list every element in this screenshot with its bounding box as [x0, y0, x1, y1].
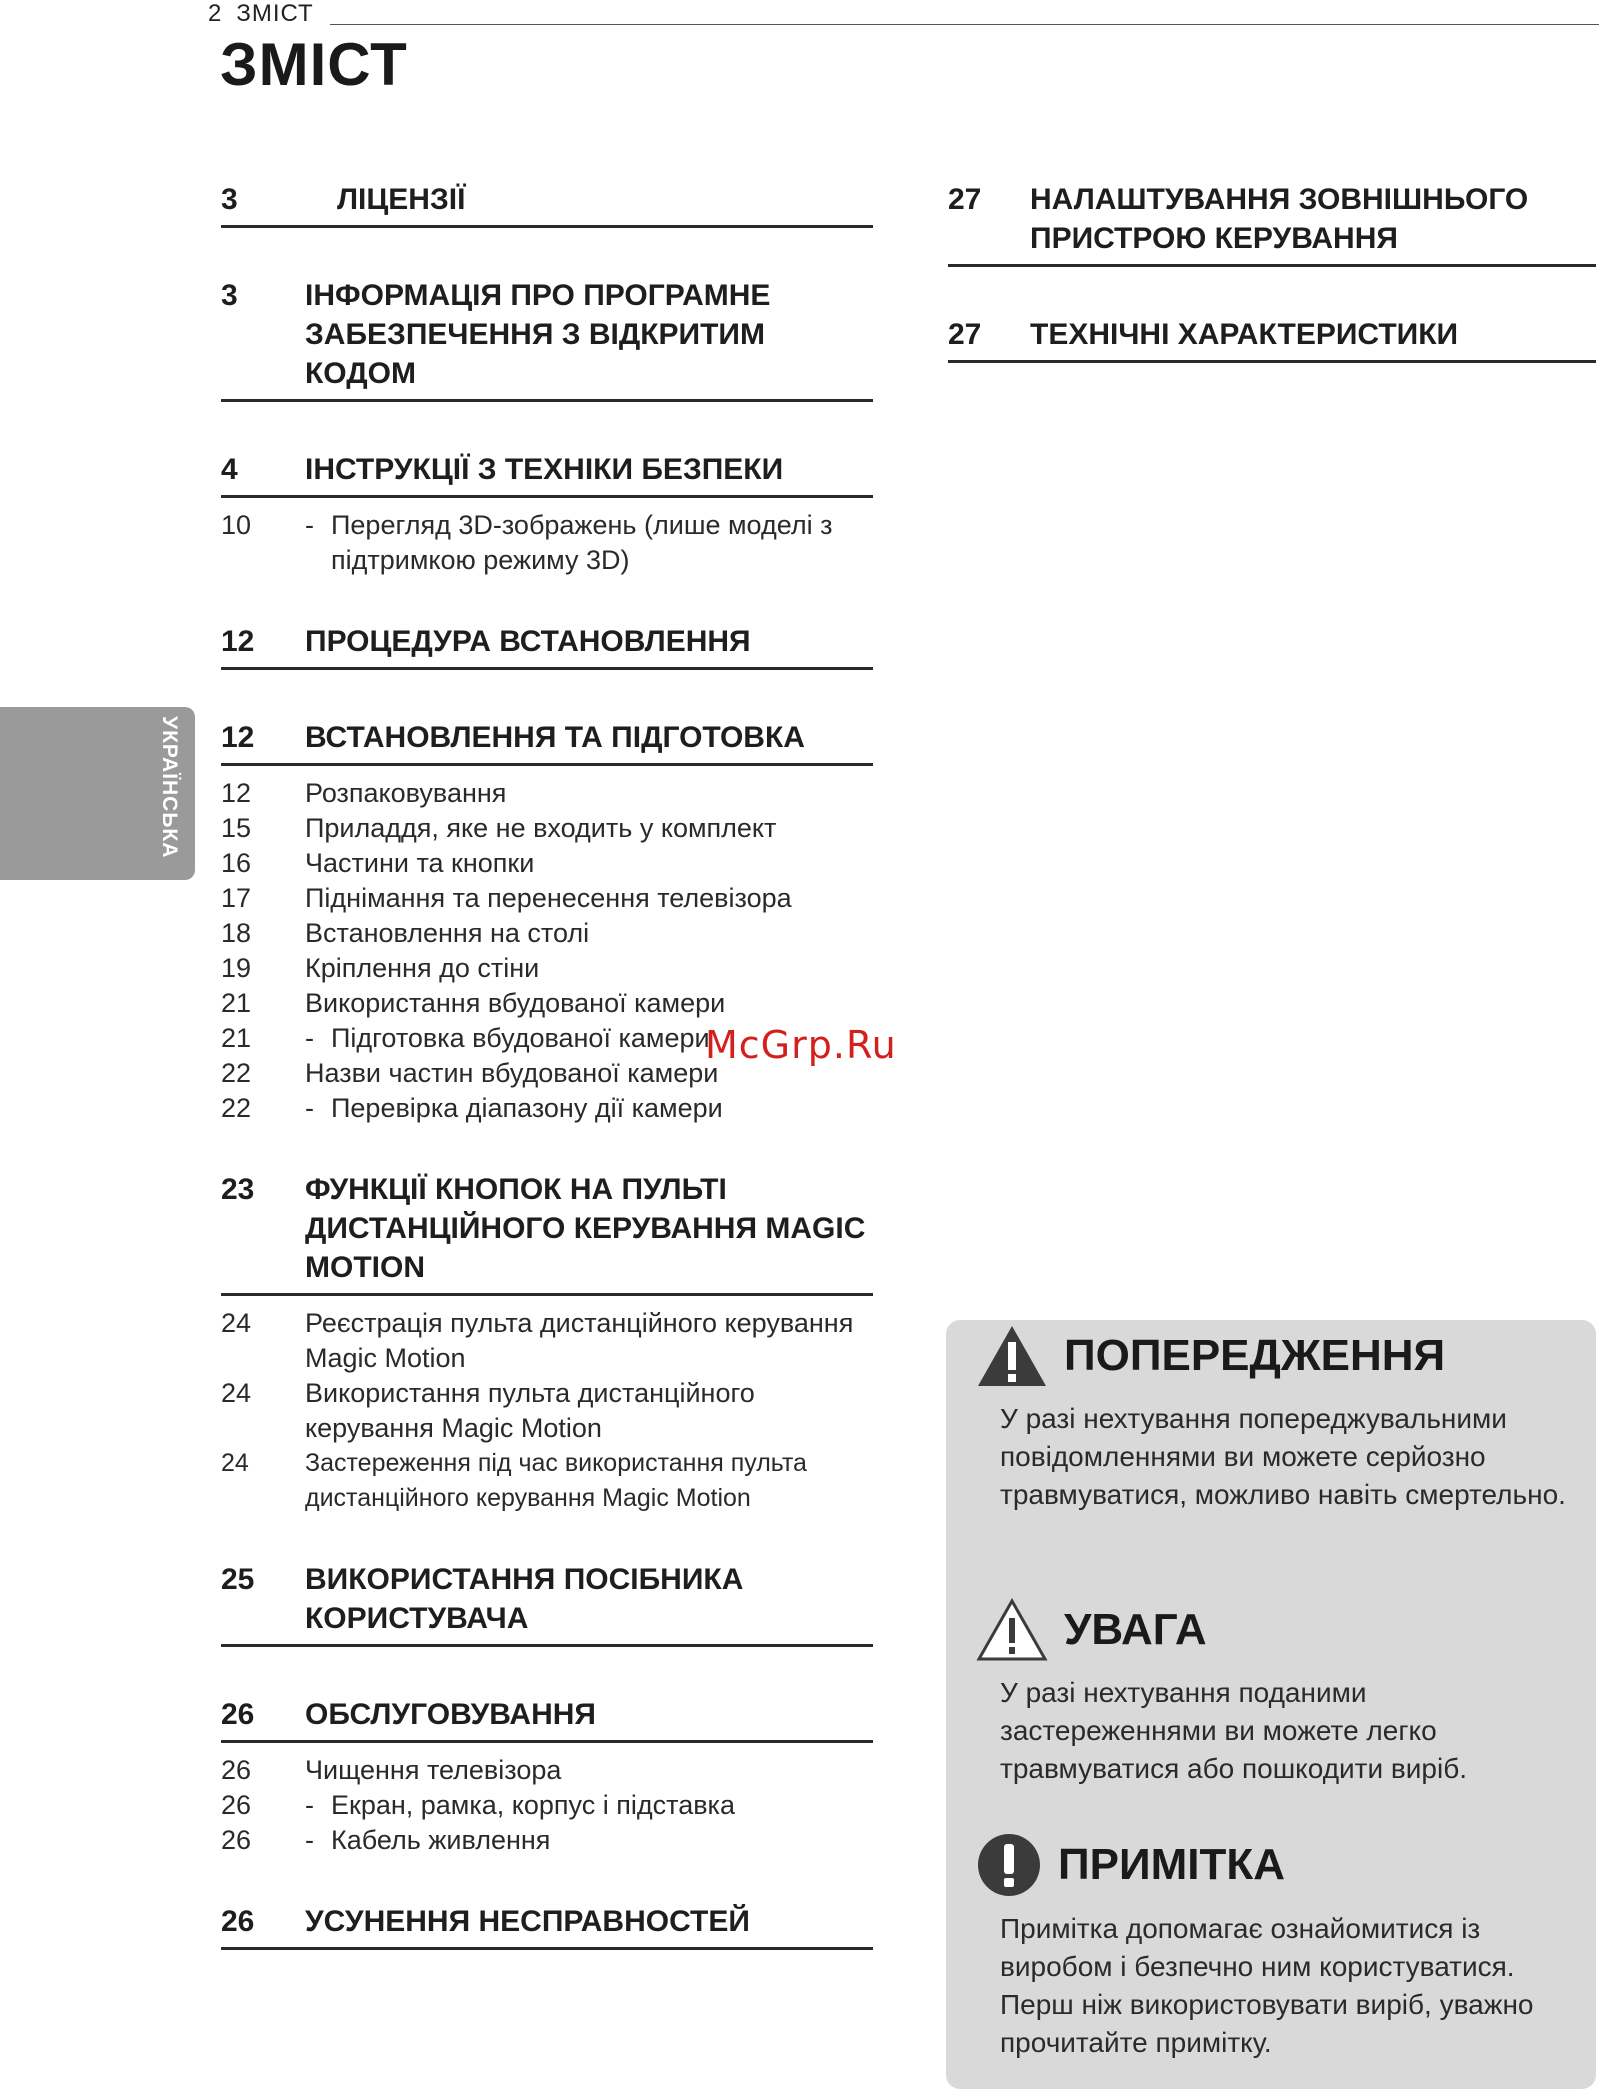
toc-item-text: Застереження під час використання пульта дистанційного керування Magic Motion [305, 1449, 807, 1512]
toc-section-title: ВСТАНОВЛЕННЯ ТА ПІДГОТОВКА [305, 721, 805, 754]
watermark: McGrp.Ru [705, 1023, 897, 1067]
toc-item-page: 22 [221, 1093, 252, 1123]
header-rule [330, 24, 1599, 25]
caution-block [976, 1598, 1576, 1788]
running-header [208, 0, 314, 28]
toc-section-page: 12 [221, 721, 255, 754]
toc-item-text: Кабель живлення [331, 1825, 551, 1855]
toc-section-title: ТЕХНІЧНІ ХАРАКТЕРИСТИКИ [1030, 318, 1459, 351]
toc-section [221, 718, 873, 766]
toc-section-title: ЛІЦЕНЗІЇ [337, 183, 466, 216]
toc-item-page: 21 [221, 1023, 252, 1053]
toc-item-text: Чищення телевізора [305, 1755, 562, 1785]
toc-section [221, 180, 873, 228]
toc-item-page: 17 [221, 883, 252, 913]
warning-text: У разі нехтування попереджувальними повідомленнями ви можете серйозно травмуватися, можливо навіть смертельно. [1000, 1403, 1566, 1510]
toc-item-text: Частини та кнопки [305, 848, 535, 878]
toc-section-title: УСУНЕННЯ НЕСПРАВНОСТЕЙ [305, 1905, 750, 1938]
toc-item-text: Перевірка діапазону дії камери [331, 1093, 723, 1123]
toc-item-text: Перегляд 3D-зображень (лише моделі з підтримкою режиму 3D) [331, 510, 833, 575]
page-title: ЗМІСТ [220, 31, 408, 98]
note-title: ПРИМІТКА [1058, 1840, 1285, 1889]
toc-item-page: 21 [221, 988, 252, 1018]
language-tab-label: УКРАЇНСЬКА [158, 716, 181, 859]
toc-section [948, 315, 1596, 363]
toc-section [221, 1695, 873, 1743]
toc-item-page: 26 [221, 1755, 252, 1785]
toc-section-title: НАЛАШТУВАННЯ ЗОВНІШНЬОГО ПРИСТРОЮ КЕРУВАННЯ [1030, 183, 1529, 255]
toc-item [221, 776, 873, 811]
toc-item-page: 12 [221, 778, 252, 808]
warning-title: ПОПЕРЕДЖЕННЯ [1064, 1331, 1446, 1380]
toc-item-page: 26 [221, 1825, 252, 1855]
toc-section [948, 180, 1596, 267]
toc-item [221, 1823, 873, 1858]
toc-section-page: 27 [948, 318, 982, 351]
toc-section [221, 276, 873, 402]
toc-item [221, 846, 873, 881]
toc-item-page: 24 [221, 1308, 252, 1338]
toc-section [221, 622, 873, 670]
toc-item-page: 22 [221, 1058, 252, 1088]
warning-block [976, 1324, 1576, 1514]
toc-item-text: Використання вбудованої камери [305, 988, 726, 1018]
caution-icon [976, 1598, 1048, 1662]
header-page-number: 2 [208, 0, 223, 27]
toc-section-title: ФУНКЦІЇ КНОПОК НА ПУЛЬТІ ДИСТАНЦІЙНОГО КЕРУВАННЯ MAGIC MOTION [305, 1173, 866, 1284]
toc-item [221, 1788, 873, 1823]
toc-item [221, 1306, 873, 1376]
toc-subitems [221, 1753, 873, 1858]
toc-section [221, 450, 873, 498]
toc-section-title: ОБСЛУГОВУВАННЯ [305, 1698, 596, 1731]
toc-right-column [948, 180, 1596, 363]
toc-section-page: 3 [221, 183, 238, 216]
toc-item-page: 16 [221, 848, 252, 878]
toc-item-text: Екран, рамка, корпус і підставка [331, 1790, 735, 1820]
toc-section-page: 26 [221, 1698, 255, 1731]
toc-item-text: Назви частин вбудованої камери [305, 1058, 719, 1088]
toc-subitems [221, 508, 873, 578]
toc-section-page: 4 [221, 453, 238, 486]
toc-item [221, 986, 873, 1021]
warning-icon [976, 1324, 1048, 1388]
toc-section-page: 3 [221, 279, 238, 312]
toc-section-title: ІНСТРУКЦІЇ З ТЕХНІКИ БЕЗПЕКИ [305, 453, 784, 486]
toc-item-text: Кріплення до стіни [305, 953, 540, 983]
toc-item [221, 916, 873, 951]
toc-item-page: 10 [221, 510, 252, 540]
toc-item-dash: - [305, 1093, 314, 1123]
toc-section-page: 26 [221, 1905, 255, 1938]
toc-section-title: ПРОЦЕДУРА ВСТАНОВЛЕННЯ [305, 625, 751, 658]
toc-item-page: 26 [221, 1790, 252, 1820]
toc-item-dash: - [305, 510, 314, 540]
header-section: ЗМІСТ [236, 0, 314, 27]
toc-section-title: ВИКОРИСТАННЯ ПОСІБНИКА КОРИСТУВАЧА [305, 1563, 744, 1635]
toc-section [221, 1560, 873, 1647]
toc-section-title: ІНФОРМАЦІЯ ПРО ПРОГРАМНЕ ЗАБЕЗПЕЧЕННЯ З ВІДКРИТИМ КОДОМ [305, 279, 771, 390]
toc-section-page: 25 [221, 1563, 255, 1596]
toc-item [221, 508, 873, 578]
toc-item [221, 1091, 873, 1126]
note-text: Примітка допомагає ознайомитися із виробом і безпечно ним користуватися. Перш ніж використовувати виріб, уважно прочитайте примітку. [1000, 1913, 1534, 2058]
notes-panel [946, 1320, 1596, 2089]
note-block [976, 1832, 1576, 2062]
toc-item [221, 881, 873, 916]
caution-text: У разі нехтування поданими застереженнями ви можете легко травмуватися або пошкодити виріб. [1000, 1677, 1468, 1784]
toc-item-dash: - [305, 1825, 314, 1855]
toc-section-page: 27 [948, 183, 982, 216]
toc-item-text: Використання пульта дистанційного керування Magic Motion [305, 1378, 755, 1443]
toc-item-text: Підготовка вбудованої камери [331, 1023, 710, 1053]
toc-item [221, 1753, 873, 1788]
toc-item [221, 1446, 873, 1516]
toc-subitems [221, 1306, 873, 1516]
toc-subitems [221, 776, 873, 1126]
toc-item-dash: - [305, 1790, 314, 1820]
toc-section-page: 23 [221, 1173, 255, 1206]
toc-item [221, 1376, 873, 1446]
toc-item-page: 24 [221, 1378, 252, 1408]
toc-section-page: 12 [221, 625, 255, 658]
toc-item-page: 18 [221, 918, 252, 948]
caution-title: УВАГА [1064, 1605, 1207, 1654]
toc-item-page: 19 [221, 953, 252, 983]
toc-section [221, 1902, 873, 1950]
toc-item-page: 15 [221, 813, 252, 843]
toc-item-text: Реєстрація пульта дистанційного керування Magic Motion [305, 1308, 854, 1373]
toc-section [221, 1170, 873, 1296]
toc-item-text: Встановлення на столі [305, 918, 590, 948]
exclamation-circle-icon [976, 1832, 1042, 1898]
toc-item-dash: - [305, 1023, 314, 1053]
toc-item-text: Розпаковування [305, 778, 507, 808]
toc-item-text: Піднімання та перенесення телевізора [305, 883, 792, 913]
toc-item [221, 951, 873, 986]
toc-item [221, 811, 873, 846]
toc-item-page: 24 [221, 1449, 249, 1477]
toc-item-text: Приладдя, яке не входить у комплект [305, 813, 777, 843]
